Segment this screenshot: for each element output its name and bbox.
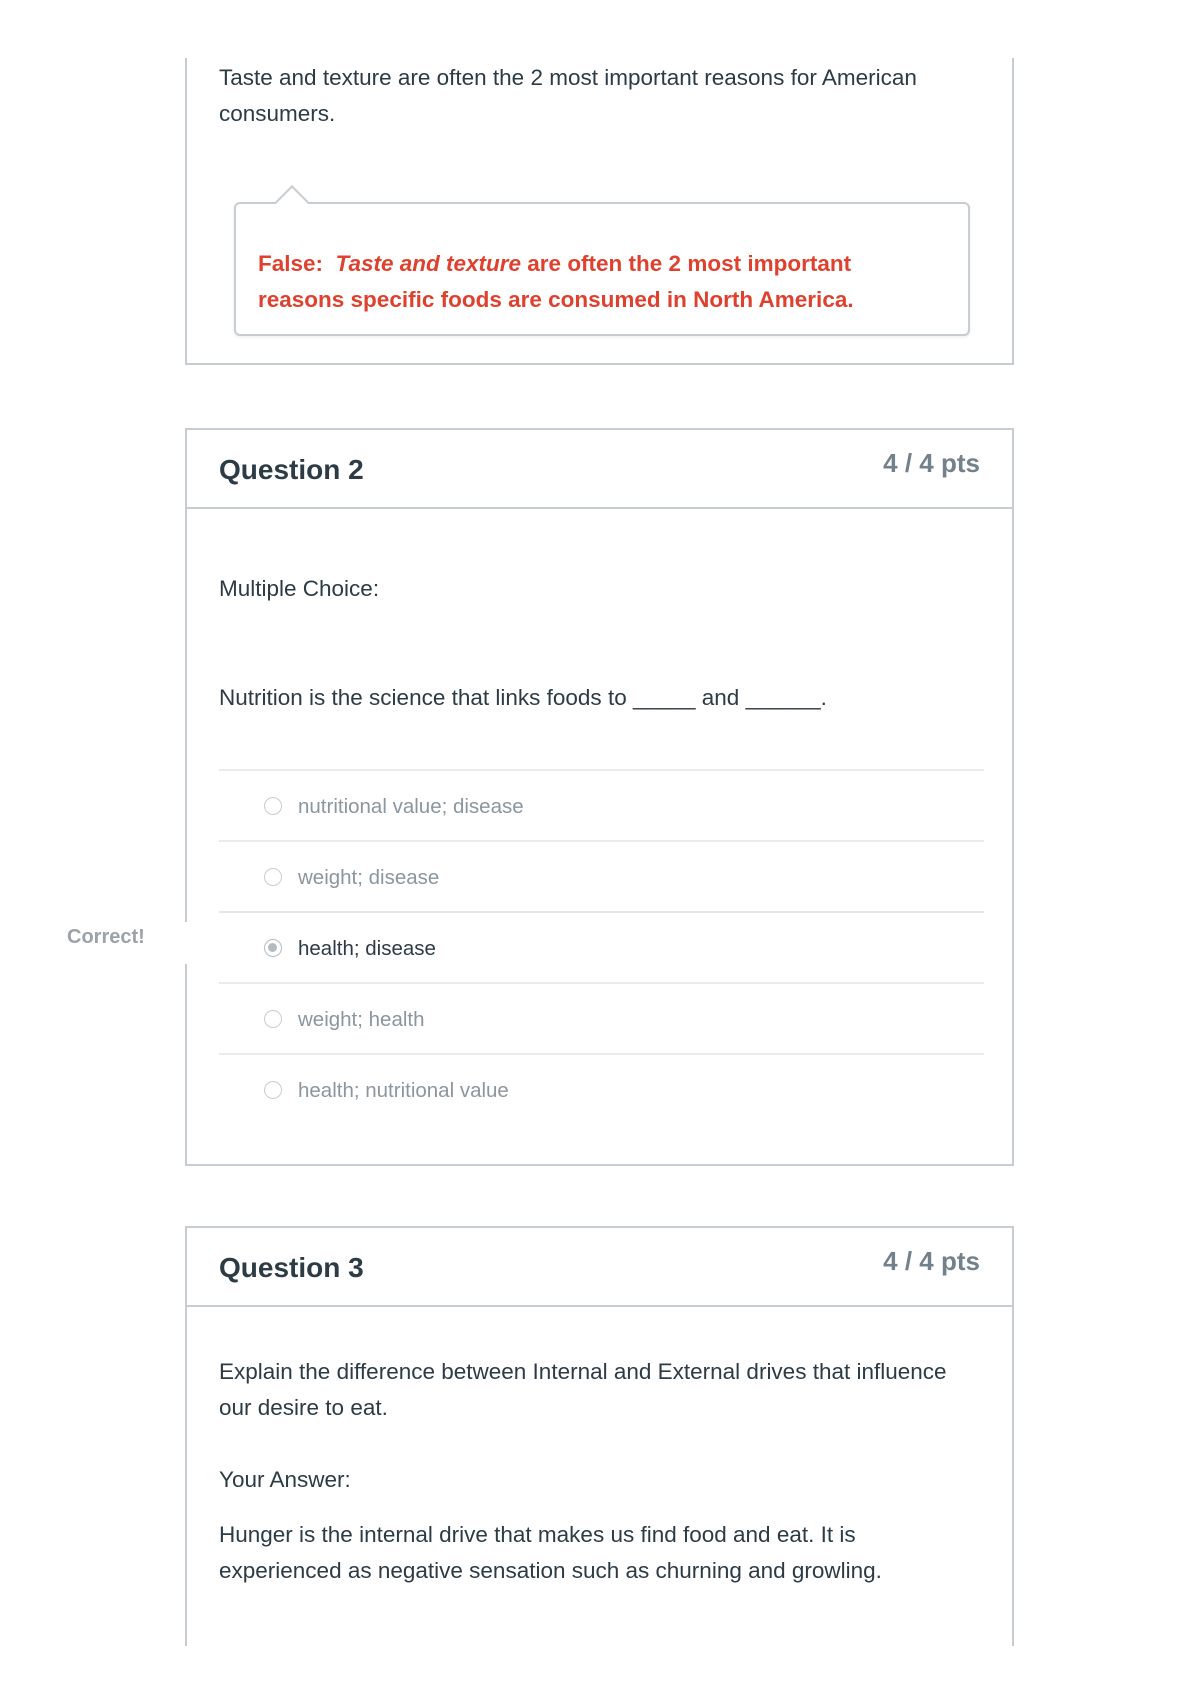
question-type-label: Multiple Choice: xyxy=(219,576,380,601)
question-points: 4 / 4 pts xyxy=(883,1246,980,1276)
feedback-rest: are often the 2 most important reasons specific foods are consumed in North America. xyxy=(258,251,854,312)
feedback-prefix: False: xyxy=(258,251,324,276)
answer-option[interactable] xyxy=(219,982,984,1053)
feedback-emphasis: Taste and texture xyxy=(335,251,522,276)
answer-list xyxy=(219,769,984,1124)
feedback-pointer xyxy=(275,185,309,219)
question-points: 4 / 4 pts xyxy=(883,448,980,478)
answer-feedback-box xyxy=(234,202,970,336)
correct-flag-notch xyxy=(182,922,190,964)
answer-label: weight; disease xyxy=(298,866,440,889)
answer-label: health; nutritional value xyxy=(298,1079,509,1102)
question-1-card xyxy=(185,58,1014,365)
question-prompt: Nutrition is the science that links foods to _____ and ______. xyxy=(219,685,827,710)
question-2-header xyxy=(187,430,1012,509)
question-prompt: Explain the difference between Internal and External drives that influence our desire to eat. xyxy=(219,1359,947,1420)
answer-option[interactable] xyxy=(219,840,984,911)
answer-label: weight; health xyxy=(298,1008,425,1031)
question-2-card xyxy=(185,428,1014,1166)
radio-button-icon[interactable] xyxy=(264,1081,282,1099)
question-title: Question 2 xyxy=(219,454,364,485)
question-3-card xyxy=(185,1226,1014,1646)
radio-button-icon[interactable] xyxy=(264,1010,282,1028)
your-answer-label: Your Answer: xyxy=(219,1467,351,1492)
feedback-text xyxy=(258,246,928,318)
answer-option[interactable] xyxy=(219,769,984,840)
answer-option-selected[interactable] xyxy=(219,911,984,982)
answer-label: health; disease xyxy=(298,937,436,960)
radio-button-icon[interactable] xyxy=(264,797,282,815)
answer-label: nutritional value; disease xyxy=(298,795,524,818)
student-answer-text: Hunger is the internal drive that makes us find food and eat. It is experienced as negative sensation such as churning and growling. xyxy=(219,1522,882,1583)
question-title: Question 3 xyxy=(219,1252,364,1283)
correct-answer-flag: Correct! xyxy=(67,926,145,948)
answer-option[interactable] xyxy=(219,1053,984,1124)
question-3-header xyxy=(187,1228,1012,1307)
question-1-text: Taste and texture are often the 2 most important reasons for American consumers. xyxy=(219,65,917,126)
radio-button-icon[interactable] xyxy=(264,868,282,886)
radio-button-checked-icon[interactable] xyxy=(264,939,282,957)
